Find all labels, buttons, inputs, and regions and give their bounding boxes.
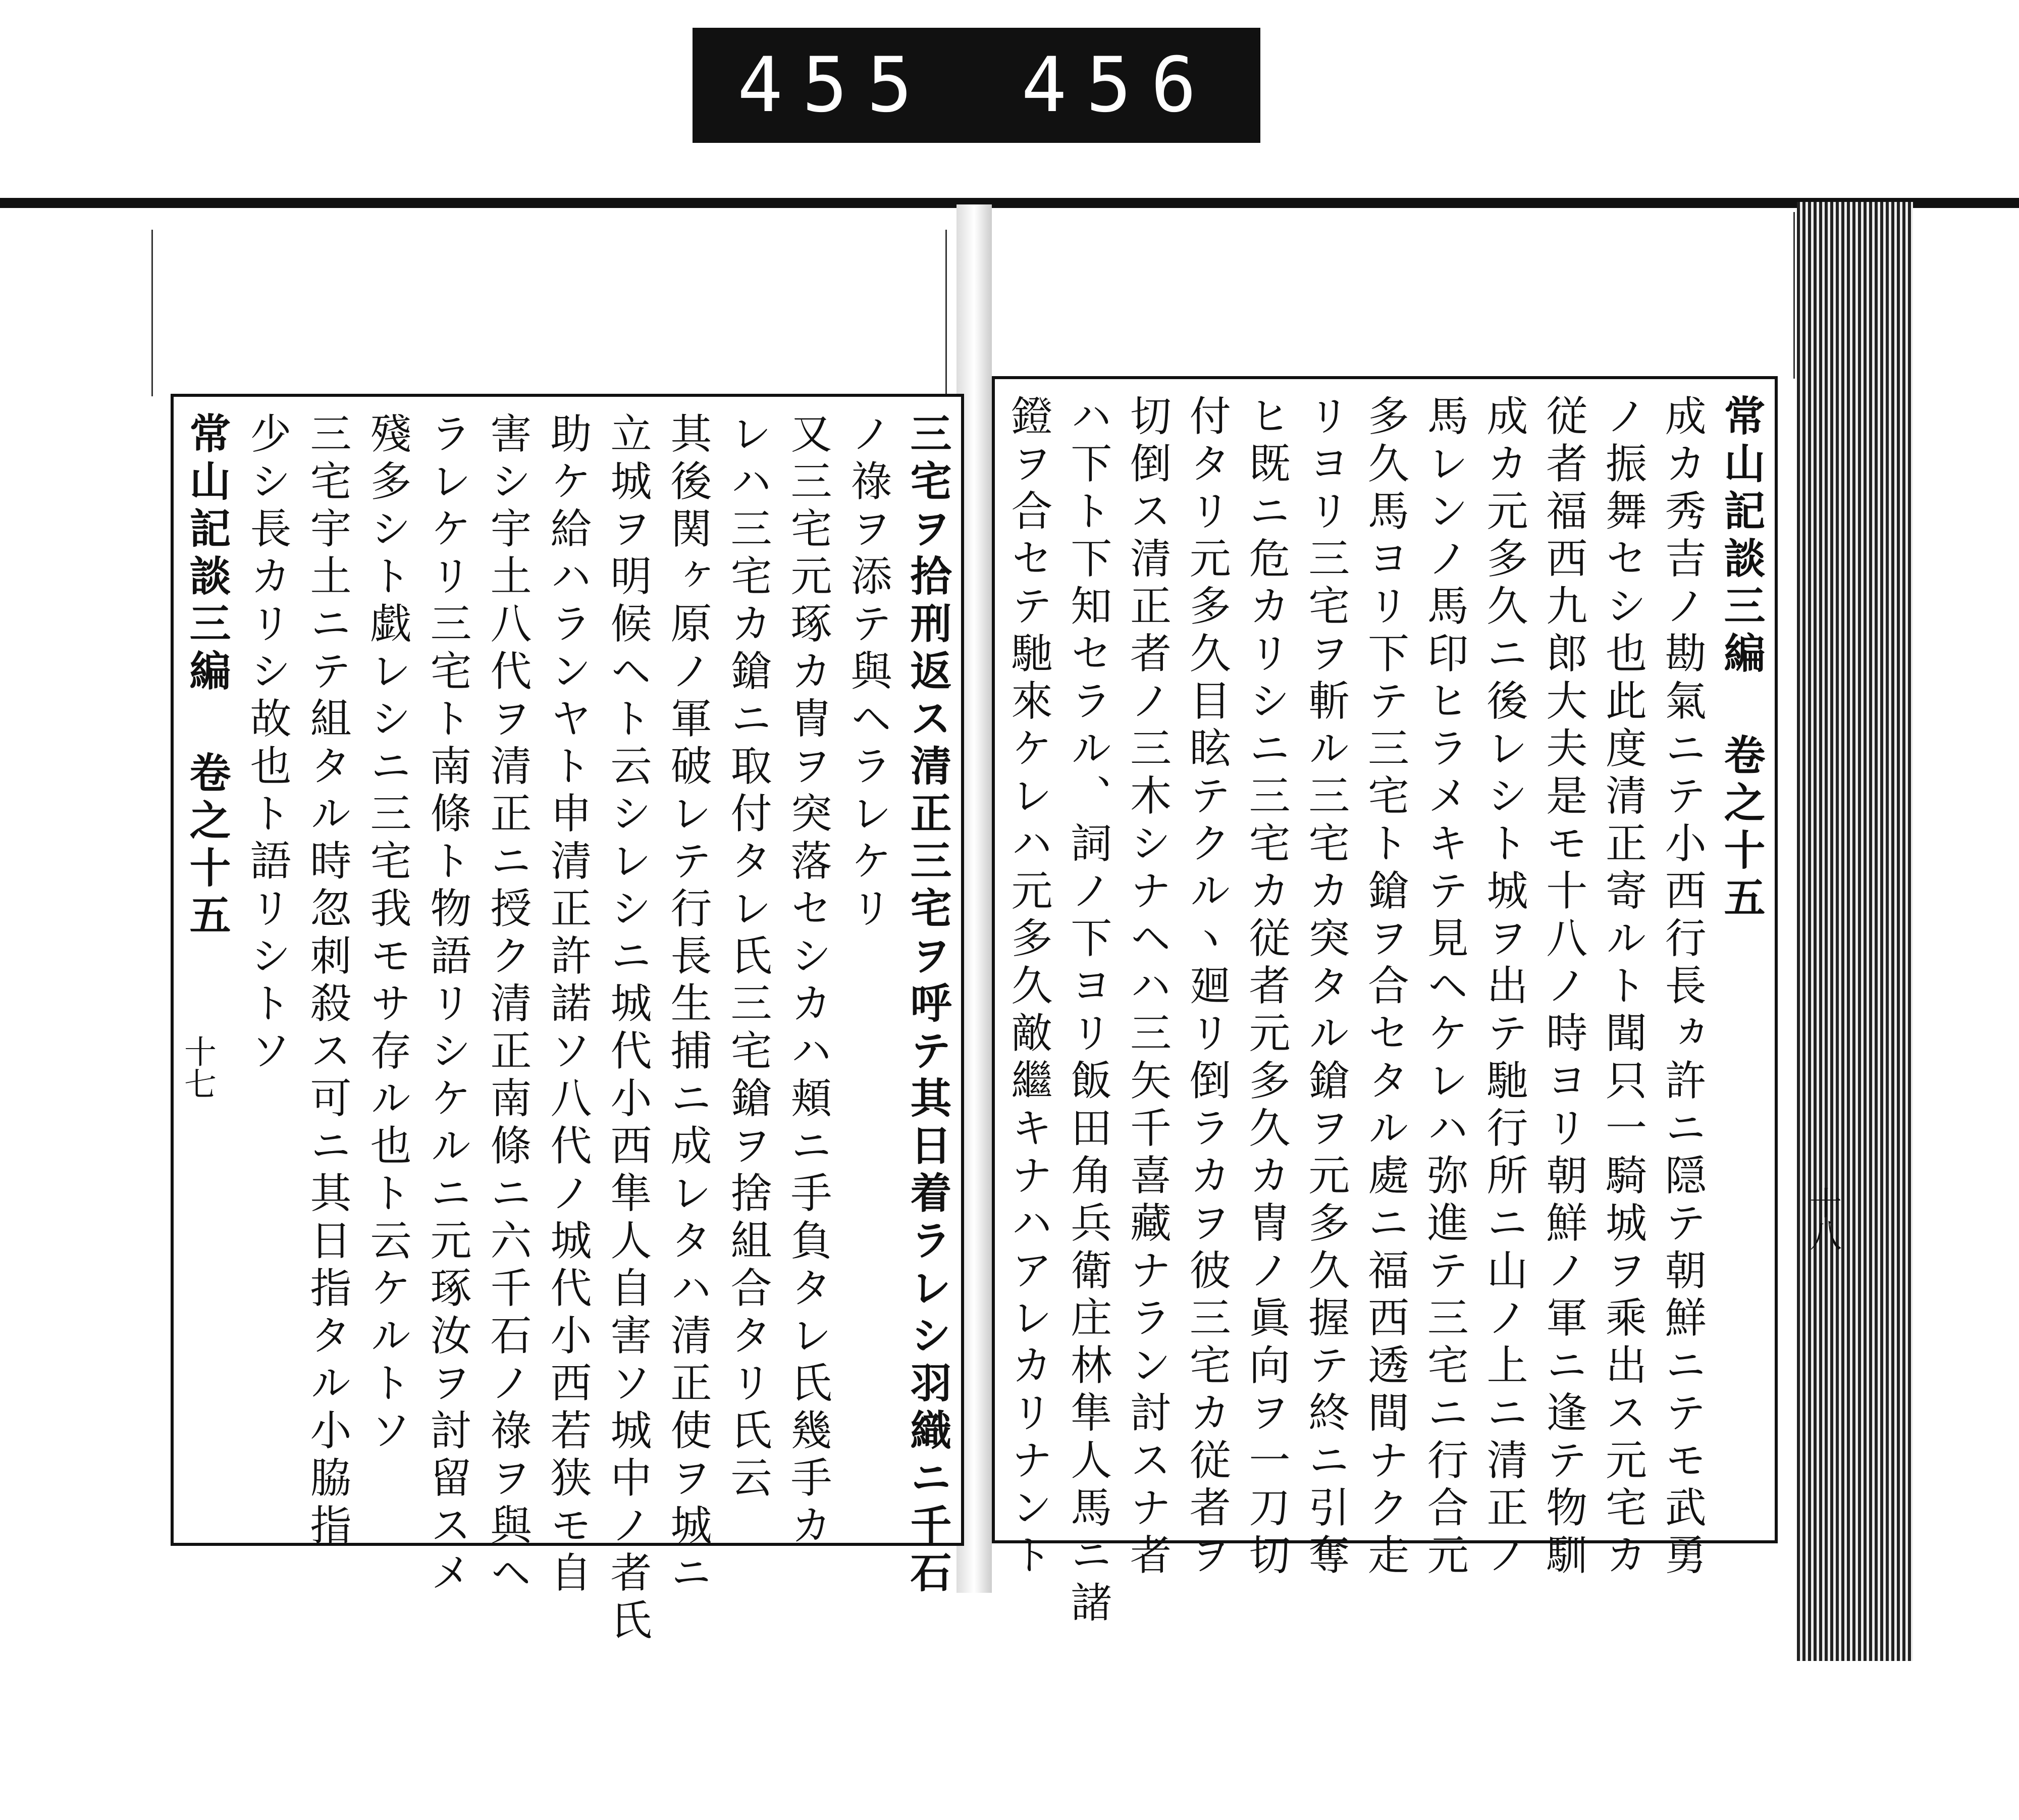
right-page-folio: 十八 — [1804, 1186, 1841, 1251]
text-column: 少シ長カリシ故也ト語リシトソ — [243, 412, 291, 1076]
text-column: ラレケリ三宅ト南條ト物語リシケルニ元琢汝ヲ討留スメ — [423, 412, 471, 1598]
text-column: 多久馬ヨリ下テ三宅ト鎗ヲ合セタル處ニ福西透間ナク走 — [1361, 394, 1409, 1581]
left-page — [171, 394, 964, 1646]
image-number-right: 456 — [1021, 41, 1216, 129]
text-column: 従者福西九郎大夫是モ十八ノ時ヨリ朝鮮ノ軍ニ逢テ物馴 — [1539, 394, 1587, 1581]
right-page-columns — [1004, 394, 1766, 1628]
left-page-top-margin — [151, 230, 947, 396]
text-column: ノ祿ヲ添テ與ヘラレケリ — [844, 412, 892, 934]
image-number-left: 455 — [737, 41, 932, 129]
left-page-columns — [183, 412, 952, 1646]
text-column: 三宅宇土ニテ組タル時忽刺殺ス可ニ其日指タル小脇指 — [303, 412, 351, 1551]
right-page-header: 常山記談三編 卷之十五 — [1717, 394, 1766, 923]
right-page — [992, 376, 1778, 1628]
text-column: 又三宅元琢カ冑ヲ突落セシカハ頬ニ手負タレ氏幾手カ — [784, 412, 832, 1551]
text-column: 殘多シト戯レシニ三宅我モサ存ル也ト云ケルトソ — [363, 412, 411, 1456]
left-page-footer: 常山記談三編 卷之十五 — [183, 412, 231, 941]
text-column: 其後関ヶ原ノ軍破レテ行長生捕ニ成レタハ清正使ヲ城ニ — [664, 412, 712, 1598]
scanner-rule — [0, 198, 2019, 208]
page-edge-stack — [1797, 202, 1913, 1661]
text-column: ハ下ト下知セラル、詞ノ下ヨリ飯田角兵衛庄林隼人馬ニ諸 — [1064, 394, 1112, 1628]
text-column: 害シ宇土八代ヲ清正ニ授ク清正南條ニ六千石ノ祿ヲ與ヘ — [484, 412, 532, 1598]
text-column: 立城ヲ明候ヘト云シレシニ城代小西隼人自害ソ城中ノ者氏 — [604, 412, 652, 1646]
image-number-label — [693, 28, 1260, 143]
text-column: 鐙ヲ合セテ馳來ケレハ元多久敵繼キナハアレカリナント — [1004, 394, 1052, 1581]
text-column: ヒ既ニ危カリシニ三宅カ従者元多久カ冑ノ眞向ヲ一刀切 — [1242, 394, 1290, 1581]
text-column: 馬レンノ馬印ヒラメキテ見ヘケレハ弥進テ三宅ニ行合元 — [1420, 394, 1469, 1581]
text-column: ノ振舞セシ也此度清正寄ルト聞只一騎城ヲ乘出ス元宅カ — [1599, 394, 1647, 1581]
text-column: 付タリ元多久目眩テクルヽ廻リ倒ラカヲ彼三宅カ従者ヲ — [1183, 394, 1231, 1581]
text-column: 三宅ヲ拾刑返ス清正三宅ヲ呼テ其日着ラレシ羽織ニ千石 — [904, 412, 952, 1598]
right-page-top-margin — [989, 212, 1795, 379]
text-column: 成カ元多久ニ後レシト城ヲ出テ馳行所ニ山ノ上ニ清正ノ — [1480, 394, 1528, 1581]
left-page-folio: 十七 — [179, 1035, 216, 1100]
text-column: 成カ秀吉ノ勘氣ニテ小西行長ヵ許ニ隠テ朝鮮ニテモ武勇 — [1658, 394, 1707, 1581]
text-column: リヨリ三宅ヲ斬ル三宅カ突タル鎗ヲ元多久握テ終ニ引奪 — [1301, 394, 1350, 1581]
text-column: 助ケ給ハランヤト申清正許諾ソ八代ノ城代小西若狭モ自 — [544, 412, 592, 1598]
text-column: 切倒ス清正者ノ三木シナヘハ三矢千喜藏ナラン討スナ者 — [1123, 394, 1172, 1581]
text-column: レハ三宅カ鎗ニ取付タレ氏三宅鎗ヲ捨組合タリ氏云 — [724, 412, 772, 1503]
